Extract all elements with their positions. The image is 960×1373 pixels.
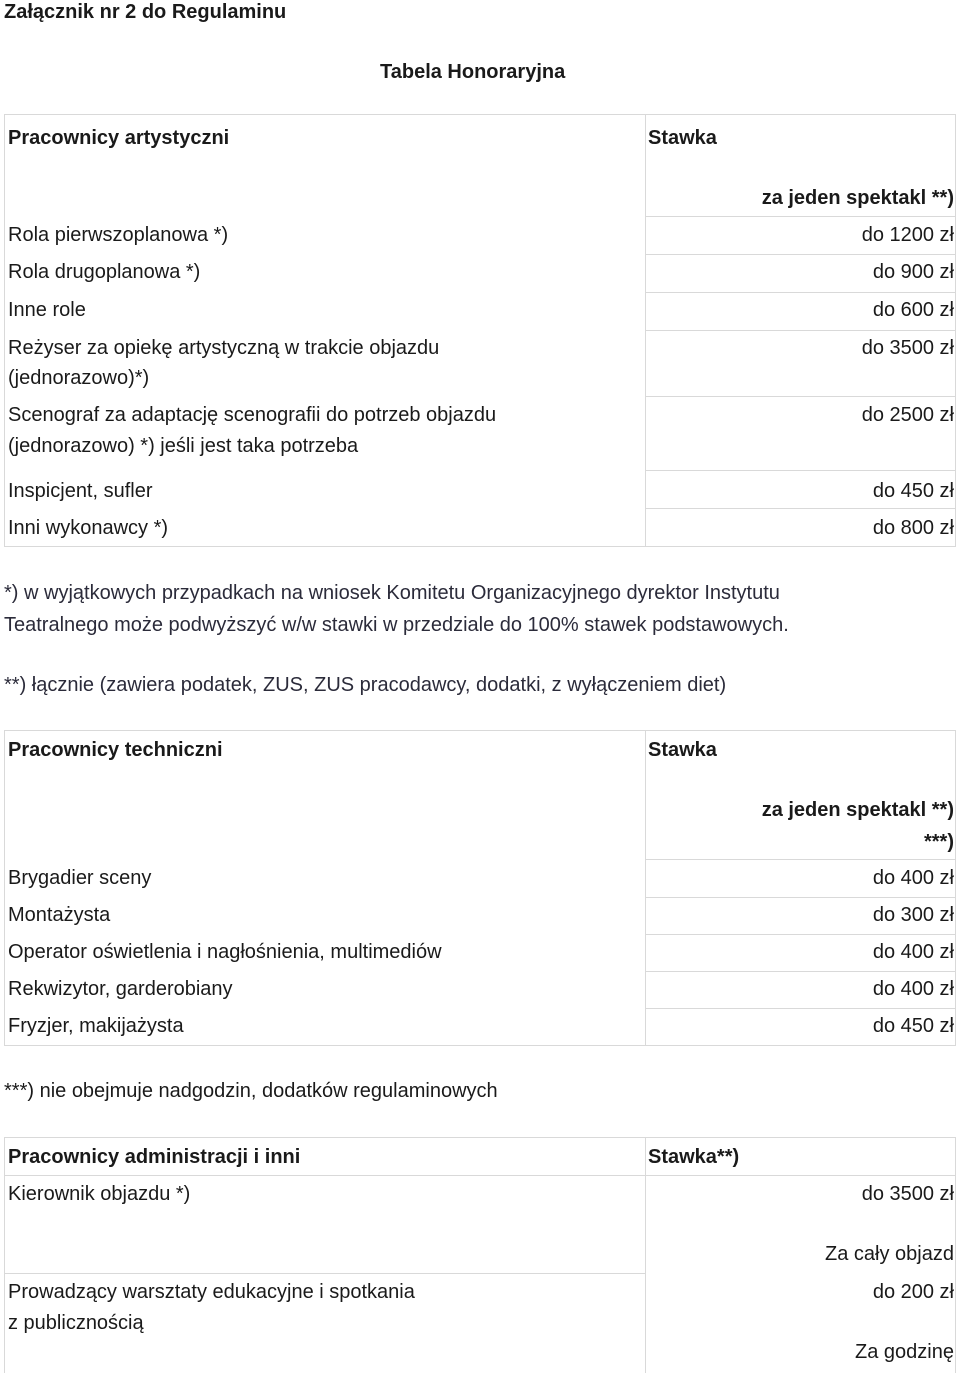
table-row-role: Operator oświetlenia i nagłośnienia, multimediów	[8, 941, 442, 963]
technical-header: Pracownicy techniczni	[8, 739, 223, 761]
artistic-rate-subheader: za jeden spektakl **)	[761, 187, 954, 209]
footnote-exception-cont: Teatralnego może podwyższyć w/w stawki w przedziale do 100% stawek podstawowych.	[4, 614, 789, 636]
table-row-rate: do 2500 zł	[861, 404, 954, 426]
technical-rate-label: Stawka	[648, 739, 717, 761]
table-row-role: Fryzjer, makijażysta	[8, 1015, 184, 1037]
table-row-rate: do 400 zł	[872, 867, 954, 889]
table-row-rate: do 600 zł	[872, 299, 954, 321]
table-row-rate: do 900 zł	[872, 261, 954, 283]
technical-rate-subheader: za jeden spektakl **)	[761, 799, 954, 821]
table-row-role: Rola drugoplanowa *)	[8, 261, 201, 283]
footnote-total: **) łącznie (zawiera podatek, ZUS, ZUS pracodawcy, dodatki, z wyłączeniem diet)	[4, 674, 727, 696]
footnote-exception: *) w wyjątkowych przypadkach na wniosek Komitetu Organizacyjnego dyrektor Instytutu	[4, 582, 780, 604]
annex-label: Załącznik nr 2 do Regulaminu	[4, 1, 287, 23]
table-row-role: (jednorazowo)*)	[8, 367, 150, 389]
table-row-rate: do 200 zł	[872, 1281, 954, 1303]
table-row-rate: do 300 zł	[872, 904, 954, 926]
table-row-role: Kierownik objazdu *)	[8, 1183, 191, 1205]
admin-rate-label: Stawka**)	[648, 1146, 740, 1168]
table-row-role: Reżyser za opiekę artystyczną w trakcie objazdu	[8, 337, 440, 359]
table-row-rate: do 400 zł	[872, 941, 954, 963]
table-row-role: Scenograf za adaptację scenografii do potrzeb objazdu	[8, 404, 497, 426]
table-row-rate: do 400 zł	[872, 978, 954, 1000]
technical-rate-subheader-cont: ***)	[923, 831, 954, 853]
table-row-rate: do 800 zł	[872, 517, 954, 539]
footnote-overtime: ***) nie obejmuje nadgodzin, dodatków regulaminowych	[4, 1080, 498, 1102]
document-title: Tabela Honoraryjna	[380, 61, 566, 83]
table-row-role: Inspicjent, sufler	[8, 480, 153, 502]
artistic-header: Pracownicy artystyczni	[8, 127, 230, 149]
table-row-role: Inne role	[8, 299, 86, 321]
table-row-role: Rola pierwszoplanowa *)	[8, 224, 229, 246]
table-row-unit: Za godzinę	[855, 1341, 954, 1363]
table-row-role: (jednorazowo) *) jeśli jest taka potrzeba	[8, 435, 359, 457]
table-row-rate: do 450 zł	[872, 480, 954, 502]
table-row-role: Prowadzący warsztaty edukacyjne i spotkania	[8, 1281, 415, 1303]
table-row-rate: do 3500 zł	[861, 1183, 954, 1205]
table-row-rate: do 3500 zł	[861, 337, 954, 359]
table-row-role: Inni wykonawcy *)	[8, 517, 169, 539]
artistic-rate-label: Stawka	[648, 127, 717, 149]
table-row-role: Rekwizytor, garderobiany	[8, 978, 233, 1000]
table-row-role: z publicznością	[8, 1312, 144, 1334]
table-row-rate: do 1200 zł	[861, 224, 954, 246]
table-row-rate: do 450 zł	[872, 1015, 954, 1037]
table-row-unit: Za cały objazd	[825, 1243, 954, 1265]
admin-header: Pracownicy administracji i inni	[8, 1146, 301, 1168]
table-row-role: Brygadier sceny	[8, 867, 152, 889]
table-row-role: Montażysta	[8, 904, 111, 926]
